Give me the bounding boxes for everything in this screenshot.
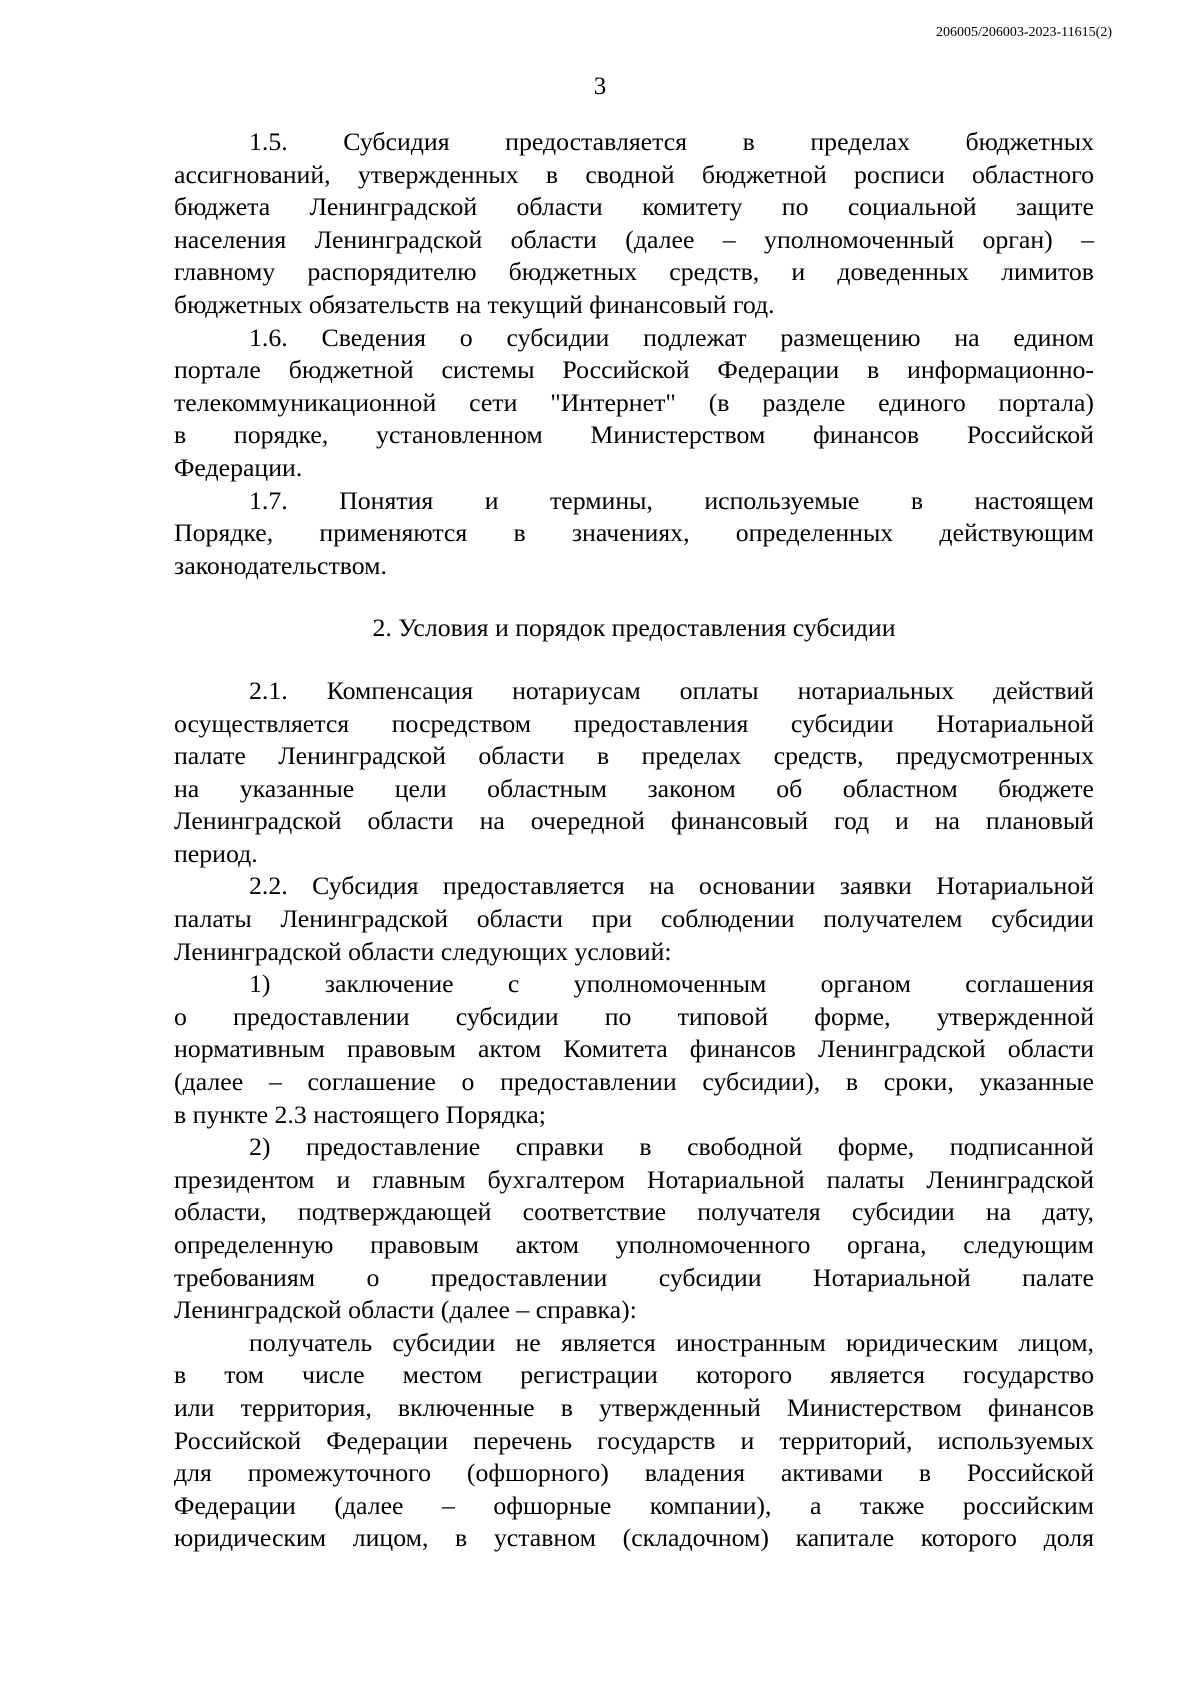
text-line: 2.1. Компенсация нотариусам оплаты нотариальных действий [249, 675, 1094, 705]
document-body [174, 126, 1094, 1555]
text-line: портале бюджетной системы Российской Федерации в информационно- [174, 355, 1094, 385]
paragraph-2-1 [174, 675, 1094, 871]
text-line: юридическим лицом, в уставном (складочном) капитале которого доля [174, 1523, 1094, 1553]
text-line: получатель субсидии не является иностранным юридическим лицом, [249, 1327, 1094, 1357]
text-line: президентом и главным бухгалтером Нотариальной палаты Ленинградской [174, 1164, 1094, 1194]
text-line: или территория, включенные в утвержденный Министерством финансов [174, 1392, 1094, 1422]
text-line: в пункте 2.3 настоящего Порядка; [174, 1099, 546, 1129]
text-line: 1.5. Субсидия предоставляется в пределах бюджетных [249, 127, 1094, 156]
text-line: 1.6. Сведения о субсидии подлежат размещению на едином [249, 322, 1094, 352]
text-line: законодательством. [174, 550, 387, 580]
section-heading: 2. Условия и порядок предоставления субсидии [372, 613, 896, 643]
text-line: определенную правовым актом уполномоченного органа, следующим [174, 1230, 1094, 1259]
paragraph-2-2 [174, 870, 1094, 968]
text-line: на указанные цели областным законом об областном бюджете [174, 773, 1094, 803]
text-line: нормативным правовым актом Комитета финансов Ленинградской области [174, 1034, 1094, 1064]
text-line: Ленинградской области на очередной финансовый год и на плановый [174, 806, 1094, 836]
text-line: для промежуточного (офшорного) владения активами в Российской [174, 1458, 1094, 1488]
list-item-2 [174, 1131, 1094, 1327]
text-line: 1.7. Понятия и термины, используемые в настоящем [249, 485, 1094, 515]
text-line: 2.2. Субсидия предоставляется на основании заявки Нотариальной [249, 871, 1094, 901]
paragraph-1-5 [174, 126, 1094, 322]
text-line: ассигнований, утвержденных в сводной бюджетной росписи областного [174, 159, 1094, 189]
text-line: в том числе местом регистрации которого является государство [174, 1360, 1094, 1390]
paragraph-1-6 [174, 322, 1094, 485]
text-line: населения Ленинградской области (далее – уполномоченный орган) – [174, 224, 1094, 254]
text-line: Ленинградской области следующих условий: [174, 936, 672, 966]
document-registration-number: 206005/206003-2023-11615(2) [935, 25, 1112, 40]
text-line: телекоммуникационной сети "Интернет" (в разделе единого портала) [174, 387, 1094, 417]
text-line: (далее – соглашение о предоставлении субсидии), в сроки, указанные [174, 1067, 1094, 1097]
text-line: Российской Федерации перечень государств и территорий, используемых [174, 1425, 1094, 1455]
list-item-1 [174, 968, 1094, 1131]
text-line: Федерации. [174, 452, 303, 482]
text-line: 2) предоставление справки в свободной форме, подписанной [249, 1132, 1094, 1162]
text-line: о предоставлении субсидии по типовой форме, утвержденной [174, 1001, 1094, 1031]
text-line: в порядке, установленном Министерством финансов Российской [174, 420, 1094, 450]
paragraph-1-7 [174, 485, 1094, 583]
text-line: главному распорядителю бюджетных средств, и доведенных лимитов [174, 257, 1094, 287]
text-line: бюджетных обязательств на текущий финансовый год. [174, 289, 775, 319]
text-line: палате Ленинградской области в пределах средств, предусмотренных [174, 741, 1094, 771]
text-line: области, подтверждающей соответствие получателя субсидии на дату, [174, 1197, 1094, 1227]
text-line: Порядке, применяются в значениях, определенных действующим [174, 518, 1094, 548]
requirement-paragraph [174, 1327, 1094, 1555]
text-line: требованиям о предоставлении субсидии Нотариальной палате [174, 1262, 1094, 1292]
page-number: 3 [593, 73, 607, 100]
text-line: бюджета Ленинградской области комитету по социальной защите [174, 192, 1094, 222]
text-line: Ленинградской области (далее – справка): [174, 1295, 637, 1325]
text-line: период. [174, 838, 258, 868]
text-line: осуществляется посредством предоставления субсидии Нотариальной [174, 708, 1094, 738]
text-line: Федерации (далее – офшорные компании), а также российским [174, 1490, 1094, 1520]
text-line: 1) заключение с уполномоченным органом соглашения [249, 969, 1094, 999]
text-line: палаты Ленинградской области при соблюдении получателем субсидии [174, 904, 1094, 934]
